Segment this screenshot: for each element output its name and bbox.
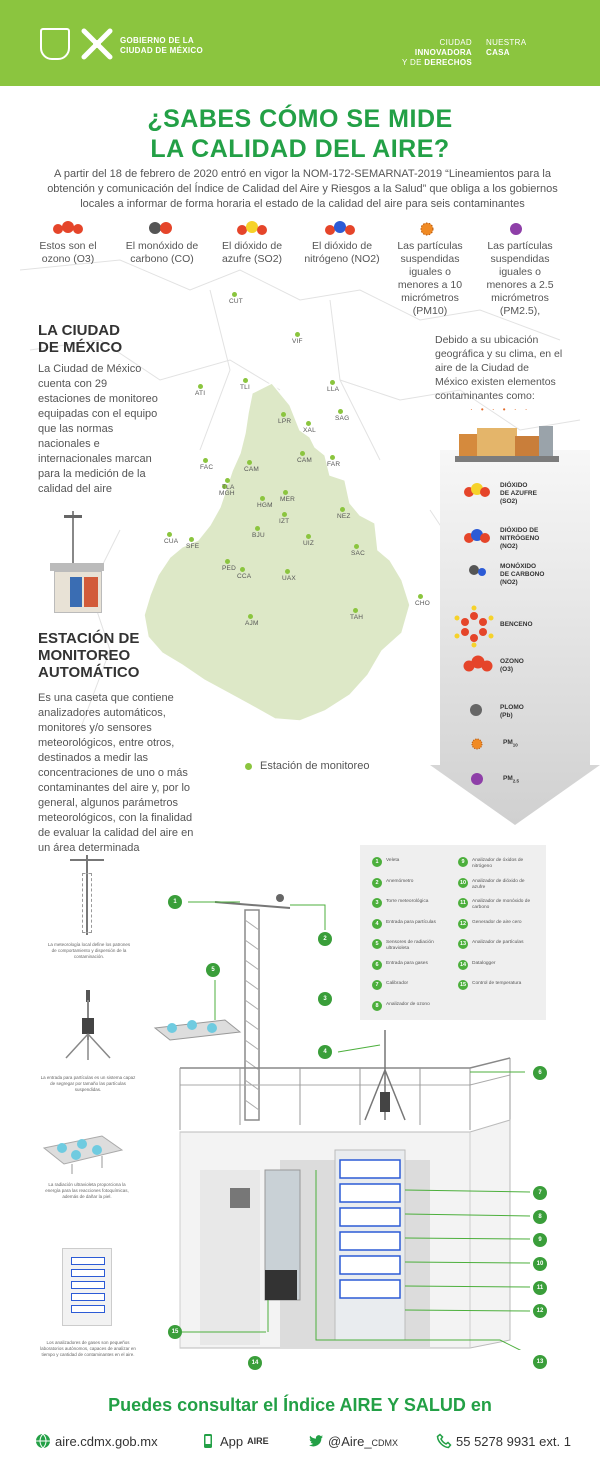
slogan1-b: INNOVADORA xyxy=(414,48,472,57)
station-dot xyxy=(260,496,265,501)
chem-pm10-l2: 10 xyxy=(512,742,518,748)
station-dot xyxy=(285,569,290,574)
station-label: NEZ xyxy=(337,513,351,520)
station-label: CUT xyxy=(229,298,243,305)
slogan1-a: CIUDAD xyxy=(439,38,472,47)
caption-uv: La radiación ultravioleta proporciona la energía para las reacciones fotoquímicas, además de dañar la piel. xyxy=(45,1182,129,1199)
station-label: XAL xyxy=(303,427,316,434)
title-line1: ¿SABES CÓMO SE MIDE xyxy=(147,105,453,133)
station-big-illustration xyxy=(140,870,560,1350)
station-section xyxy=(38,630,208,856)
legend-number: 8 xyxy=(372,1001,382,1011)
callout-7: 7 xyxy=(533,1186,547,1200)
footer-app[interactable] xyxy=(200,1433,269,1449)
station-dot xyxy=(247,460,252,465)
phone-icon xyxy=(436,1433,452,1449)
chem-no2-l2: NITRÓGENO xyxy=(500,535,540,542)
station-legend-dot xyxy=(245,763,252,770)
chem-pm25-l1: PM xyxy=(503,775,513,782)
caption-meteorology: La meteorología local define los patrones de comportamiento y dispersión de la contaminación. xyxy=(47,942,131,959)
station-label: MGH xyxy=(219,490,235,497)
legend-number: 10 xyxy=(459,879,467,886)
station-label: ATI xyxy=(195,390,206,397)
legend-number: 3 xyxy=(372,898,382,908)
callout-5: 5 xyxy=(206,963,220,977)
station-dot xyxy=(240,567,245,572)
pm10-chem-icon xyxy=(471,738,483,750)
city-heading1: LA CIUDAD xyxy=(38,322,120,339)
station-dot xyxy=(306,421,311,426)
legend-number: 14 xyxy=(459,961,467,968)
legend-number: 1 xyxy=(372,857,382,867)
slogan1-d: DERECHOS xyxy=(424,58,472,67)
legend-number: 13 xyxy=(459,941,467,947)
pollutant-pm10: Las partículas suspendidas iguales o menores a 10 micrómetros (PM10) xyxy=(397,240,463,317)
station-label: UIZ xyxy=(303,540,315,547)
station-dot xyxy=(225,478,230,483)
callout-11: 11 xyxy=(533,1281,547,1295)
globe-icon xyxy=(35,1433,51,1449)
particle-inlet-illustration xyxy=(60,990,116,1060)
benzene-chem-icon xyxy=(452,604,496,648)
chem-pm10-l1: PM xyxy=(503,739,513,746)
station-label: TAH xyxy=(350,614,364,621)
pollutant-no2: El dióxido de nitrógeno (NO2) xyxy=(304,240,380,265)
callout-15: 15 xyxy=(168,1325,182,1339)
station-dot xyxy=(281,412,286,417)
no2-chem-icon xyxy=(462,528,492,544)
callout-14: 14 xyxy=(248,1356,262,1370)
station-dot xyxy=(225,559,230,564)
legend-text: Analizador de partículas xyxy=(472,940,524,945)
bottom-title: Puedes consultar el Índice AIRE Y SALUD en xyxy=(108,1395,492,1415)
chem-pm25-l2: 2.5 xyxy=(512,778,520,784)
pollution-dots-illustration: · • · • · · xyxy=(470,405,531,414)
met-tower-illustration xyxy=(62,855,112,935)
station-dot xyxy=(295,332,300,337)
station-label: LPR xyxy=(278,418,292,425)
chem-so2-l1: DIÓXIDO xyxy=(500,482,528,489)
station-dot xyxy=(167,532,172,537)
callout-2: 2 xyxy=(318,932,332,946)
cdmx-logo-icon xyxy=(80,27,114,61)
callout-12: 12 xyxy=(533,1304,547,1318)
legend-text: Control de temperatura xyxy=(472,981,522,986)
station-dot xyxy=(330,455,335,460)
station-label: PED xyxy=(222,565,236,572)
legend-number: 4 xyxy=(372,919,382,929)
coat-of-arms-icon xyxy=(40,28,70,60)
station-label: SFE xyxy=(186,543,200,550)
legend-text: Analizador de ozono xyxy=(386,1001,430,1007)
chem-co-l1: MONÓXIDO xyxy=(500,563,537,570)
pollutant-pm25: Las partículas suspendidas iguales o menores a 2.5 micrómetros (PM2.5), xyxy=(486,240,554,317)
station-dot xyxy=(198,384,203,389)
co-chem-icon xyxy=(466,563,490,577)
station-label: SAG xyxy=(335,415,350,422)
station-dot xyxy=(340,507,345,512)
station-label: LLA xyxy=(327,386,340,393)
legend-number: 9 xyxy=(458,857,468,867)
geo-text: Debido a su ubicación geográfica y su clima, en el aire de la Ciudad de México existen elementos contaminantes como: xyxy=(435,334,563,402)
station-label: CAM xyxy=(244,466,260,473)
legend-text: Veleta xyxy=(386,858,400,863)
legend-text: Datalogger xyxy=(472,960,496,966)
uv-sensors-illustration xyxy=(42,1130,124,1175)
header-bar xyxy=(0,0,600,86)
legend-number: 11 xyxy=(458,898,468,908)
gov-line1: GOBIERNO DE LA xyxy=(120,36,194,45)
station-dot xyxy=(255,526,260,531)
callout-9: 9 xyxy=(533,1233,547,1247)
slogan2-b: CASA xyxy=(486,48,510,57)
twitter-icon xyxy=(308,1433,324,1449)
slogan1-c: Y DE xyxy=(401,58,422,67)
chem-no2-l3: (NO2) xyxy=(500,543,518,550)
chem-ozone-l1: OZONO xyxy=(500,658,524,665)
legend-text: Entrada para partículas xyxy=(386,919,436,925)
so2-molecule-icon xyxy=(234,220,270,236)
legend-text: Torre meteorológica xyxy=(386,899,429,904)
chem-so2-l2: DE AZUFRE xyxy=(500,490,537,497)
caption-particle-inlet: La entrada para partículas es un sistema capaz de segregar por tamaño las partículas suspendidas. xyxy=(40,1075,136,1092)
footer-phone[interactable] xyxy=(436,1433,571,1449)
footer-twitter[interactable] xyxy=(308,1433,398,1449)
station-dot xyxy=(203,458,208,463)
footer-twitter-label: @Aire_ xyxy=(328,1433,372,1449)
station-label: CHO xyxy=(415,600,431,607)
chem-co-l3: (NO2) xyxy=(500,579,518,586)
station-dot xyxy=(418,594,423,599)
station-label: FAC xyxy=(200,464,214,471)
station-label: BJU xyxy=(252,532,265,539)
chem-no2-l1: DIÓXIDO DE xyxy=(500,527,539,534)
chem-so2-l3: (SO2) xyxy=(500,498,518,505)
co-molecule-icon xyxy=(146,220,176,236)
station-dot xyxy=(300,451,305,456)
callout-3: 3 xyxy=(318,992,332,1006)
intro-text: A partir del 18 de febrero de 2020 entró en vigor la NOM-172-SEMARNAT-2019 “Lineamientos para la obtención y comunicación del Índice de Calidad del Aire y Riesgos a la Salud” que obliga a los gobiernos locales a informar de forma horaria el estado de la calidad del aire para seis contaminantes xyxy=(47,168,558,210)
station-small-illustration xyxy=(40,505,110,615)
station-dot xyxy=(330,380,335,385)
legend-number: 12 xyxy=(459,920,467,927)
legend-text: Generador de aire cero xyxy=(472,919,522,925)
buildings-illustration xyxy=(455,420,565,462)
gov-line2: CIUDAD DE MÉXICO xyxy=(120,46,204,55)
pollutant-row xyxy=(22,220,582,320)
station-heading1: ESTACIÓN DE xyxy=(38,630,140,647)
footer-app-label: App xyxy=(220,1433,244,1449)
station-dot xyxy=(338,409,343,414)
callout-10: 10 xyxy=(533,1257,547,1271)
station-label: CUA xyxy=(164,538,179,545)
city-text: La Ciudad de México cuenta con 29 estaciones de monitoreo equipadas con el equipo que las normas nacionales e internacionales marcan para la medición de la calidad del aire xyxy=(38,363,158,495)
legend-text: Entrada para gases xyxy=(386,960,428,966)
callout-1: 1 xyxy=(168,895,182,909)
station-dot xyxy=(248,614,253,619)
callout-13: 13 xyxy=(533,1355,547,1369)
station-dot xyxy=(283,490,288,495)
station-text: Es una caseta que contiene analizadores automáticos, monitores y/o sensores meteorológicos, entre otros, destinados a medir las concentraciones de uno o más contaminantes del aire y, por lo general, algunos parámetros meteorológicos, con la finalidad de evaluar la calidad del aire en un área determinada xyxy=(38,692,194,854)
ozone-molecule-icon xyxy=(50,220,86,236)
legend-number: 2 xyxy=(372,878,382,888)
station-label: UAX xyxy=(282,575,296,582)
station-dot xyxy=(232,292,237,297)
footer-app-name: AIRE xyxy=(247,1436,269,1446)
callout-8: 8 xyxy=(533,1210,547,1224)
station-label: SAC xyxy=(351,550,365,557)
pollutant-so2: El dióxido de azufre (SO2) xyxy=(221,240,283,265)
legend-text: Anemómetro xyxy=(386,878,414,884)
pollutant-ozone: Estos son el ozono (O3) xyxy=(39,240,97,265)
chem-lead-l1: PLOMO xyxy=(500,704,524,711)
station-dot xyxy=(354,544,359,549)
station-legend-label: Estación de monitoreo xyxy=(260,760,370,772)
gas-analyzers-illustration xyxy=(62,1248,112,1326)
callout-4: 4 xyxy=(318,1045,332,1059)
chem-ozone-l2: (O3) xyxy=(500,666,513,673)
legend-number: 7 xyxy=(372,980,382,990)
ozone-chem-icon xyxy=(462,655,494,673)
station-legend xyxy=(245,760,369,772)
page-title xyxy=(0,104,600,164)
station-heading3: AUTOMÁTICO xyxy=(38,664,140,681)
chem-benzene-l1: BENCENO xyxy=(500,621,533,628)
station-label: VIF xyxy=(292,338,303,345)
station-label: CAM xyxy=(297,457,313,464)
pm10-particle-icon xyxy=(420,222,434,236)
chem-lead-l2: (Pb) xyxy=(500,712,513,719)
footer-twitter-b: CDMX xyxy=(371,1437,399,1448)
station-label: CCA xyxy=(237,573,252,580)
legend-text: Analizador de dióxido de azufre xyxy=(472,878,525,890)
station-dot xyxy=(282,512,287,517)
footer-phone-label: 55 5278 9931 ext. 1 xyxy=(456,1433,571,1449)
footer-web[interactable] xyxy=(35,1433,158,1449)
station-dot xyxy=(243,378,248,383)
station-dot xyxy=(189,537,194,542)
station-label: MER xyxy=(280,496,296,503)
footer-web-label: aire.cdmx.gob.mx xyxy=(55,1433,158,1449)
station-label: TLI xyxy=(240,384,250,391)
legend-number: 15 xyxy=(459,982,467,988)
legend-number: 6 xyxy=(372,960,382,970)
title-line2: LA CALIDAD DEL AIRE? xyxy=(150,135,450,163)
station-label: FAR xyxy=(327,461,341,468)
no2-molecule-icon xyxy=(322,220,358,236)
legend-text: Analizador de óxidos de nitrógeno xyxy=(472,858,524,869)
lead-chem-icon xyxy=(469,703,483,717)
caption-gas-analyzers: Los analizadores de gases son pequeños laboratorios autónomos, capaces de analizar en tiempo y cantidad de contaminantes en el aire. xyxy=(40,1340,136,1357)
station-dot xyxy=(353,608,358,613)
pm25-chem-icon xyxy=(470,772,484,786)
legend-number: 5 xyxy=(372,939,382,949)
legend-text: Analizador de monóxido de carbono xyxy=(472,899,531,910)
station-label: TLA xyxy=(222,484,235,491)
pm25-particle-icon xyxy=(509,222,523,236)
legend-item xyxy=(458,857,538,870)
legend-text: Calibrador xyxy=(386,981,409,986)
chem-co-l2: DE CARBONO xyxy=(500,571,545,578)
so2-chem-icon xyxy=(462,482,492,498)
legend-item xyxy=(372,857,452,867)
station-label: AJM xyxy=(245,620,259,627)
station-heading2: MONITOREO xyxy=(38,647,131,664)
pollutant-co: El monóxido de carbono (CO) xyxy=(125,240,199,265)
station-dot xyxy=(306,534,311,539)
city-heading2: DE MÉXICO xyxy=(38,339,123,356)
station-label: HGM xyxy=(257,502,273,509)
legend-text: Sensores de radiación ultravioleta xyxy=(386,940,434,951)
station-label: IZT xyxy=(279,518,290,525)
phone-app-icon xyxy=(200,1433,216,1449)
slogan2-a: NUESTRA xyxy=(486,38,527,47)
callout-6: 6 xyxy=(533,1066,547,1080)
